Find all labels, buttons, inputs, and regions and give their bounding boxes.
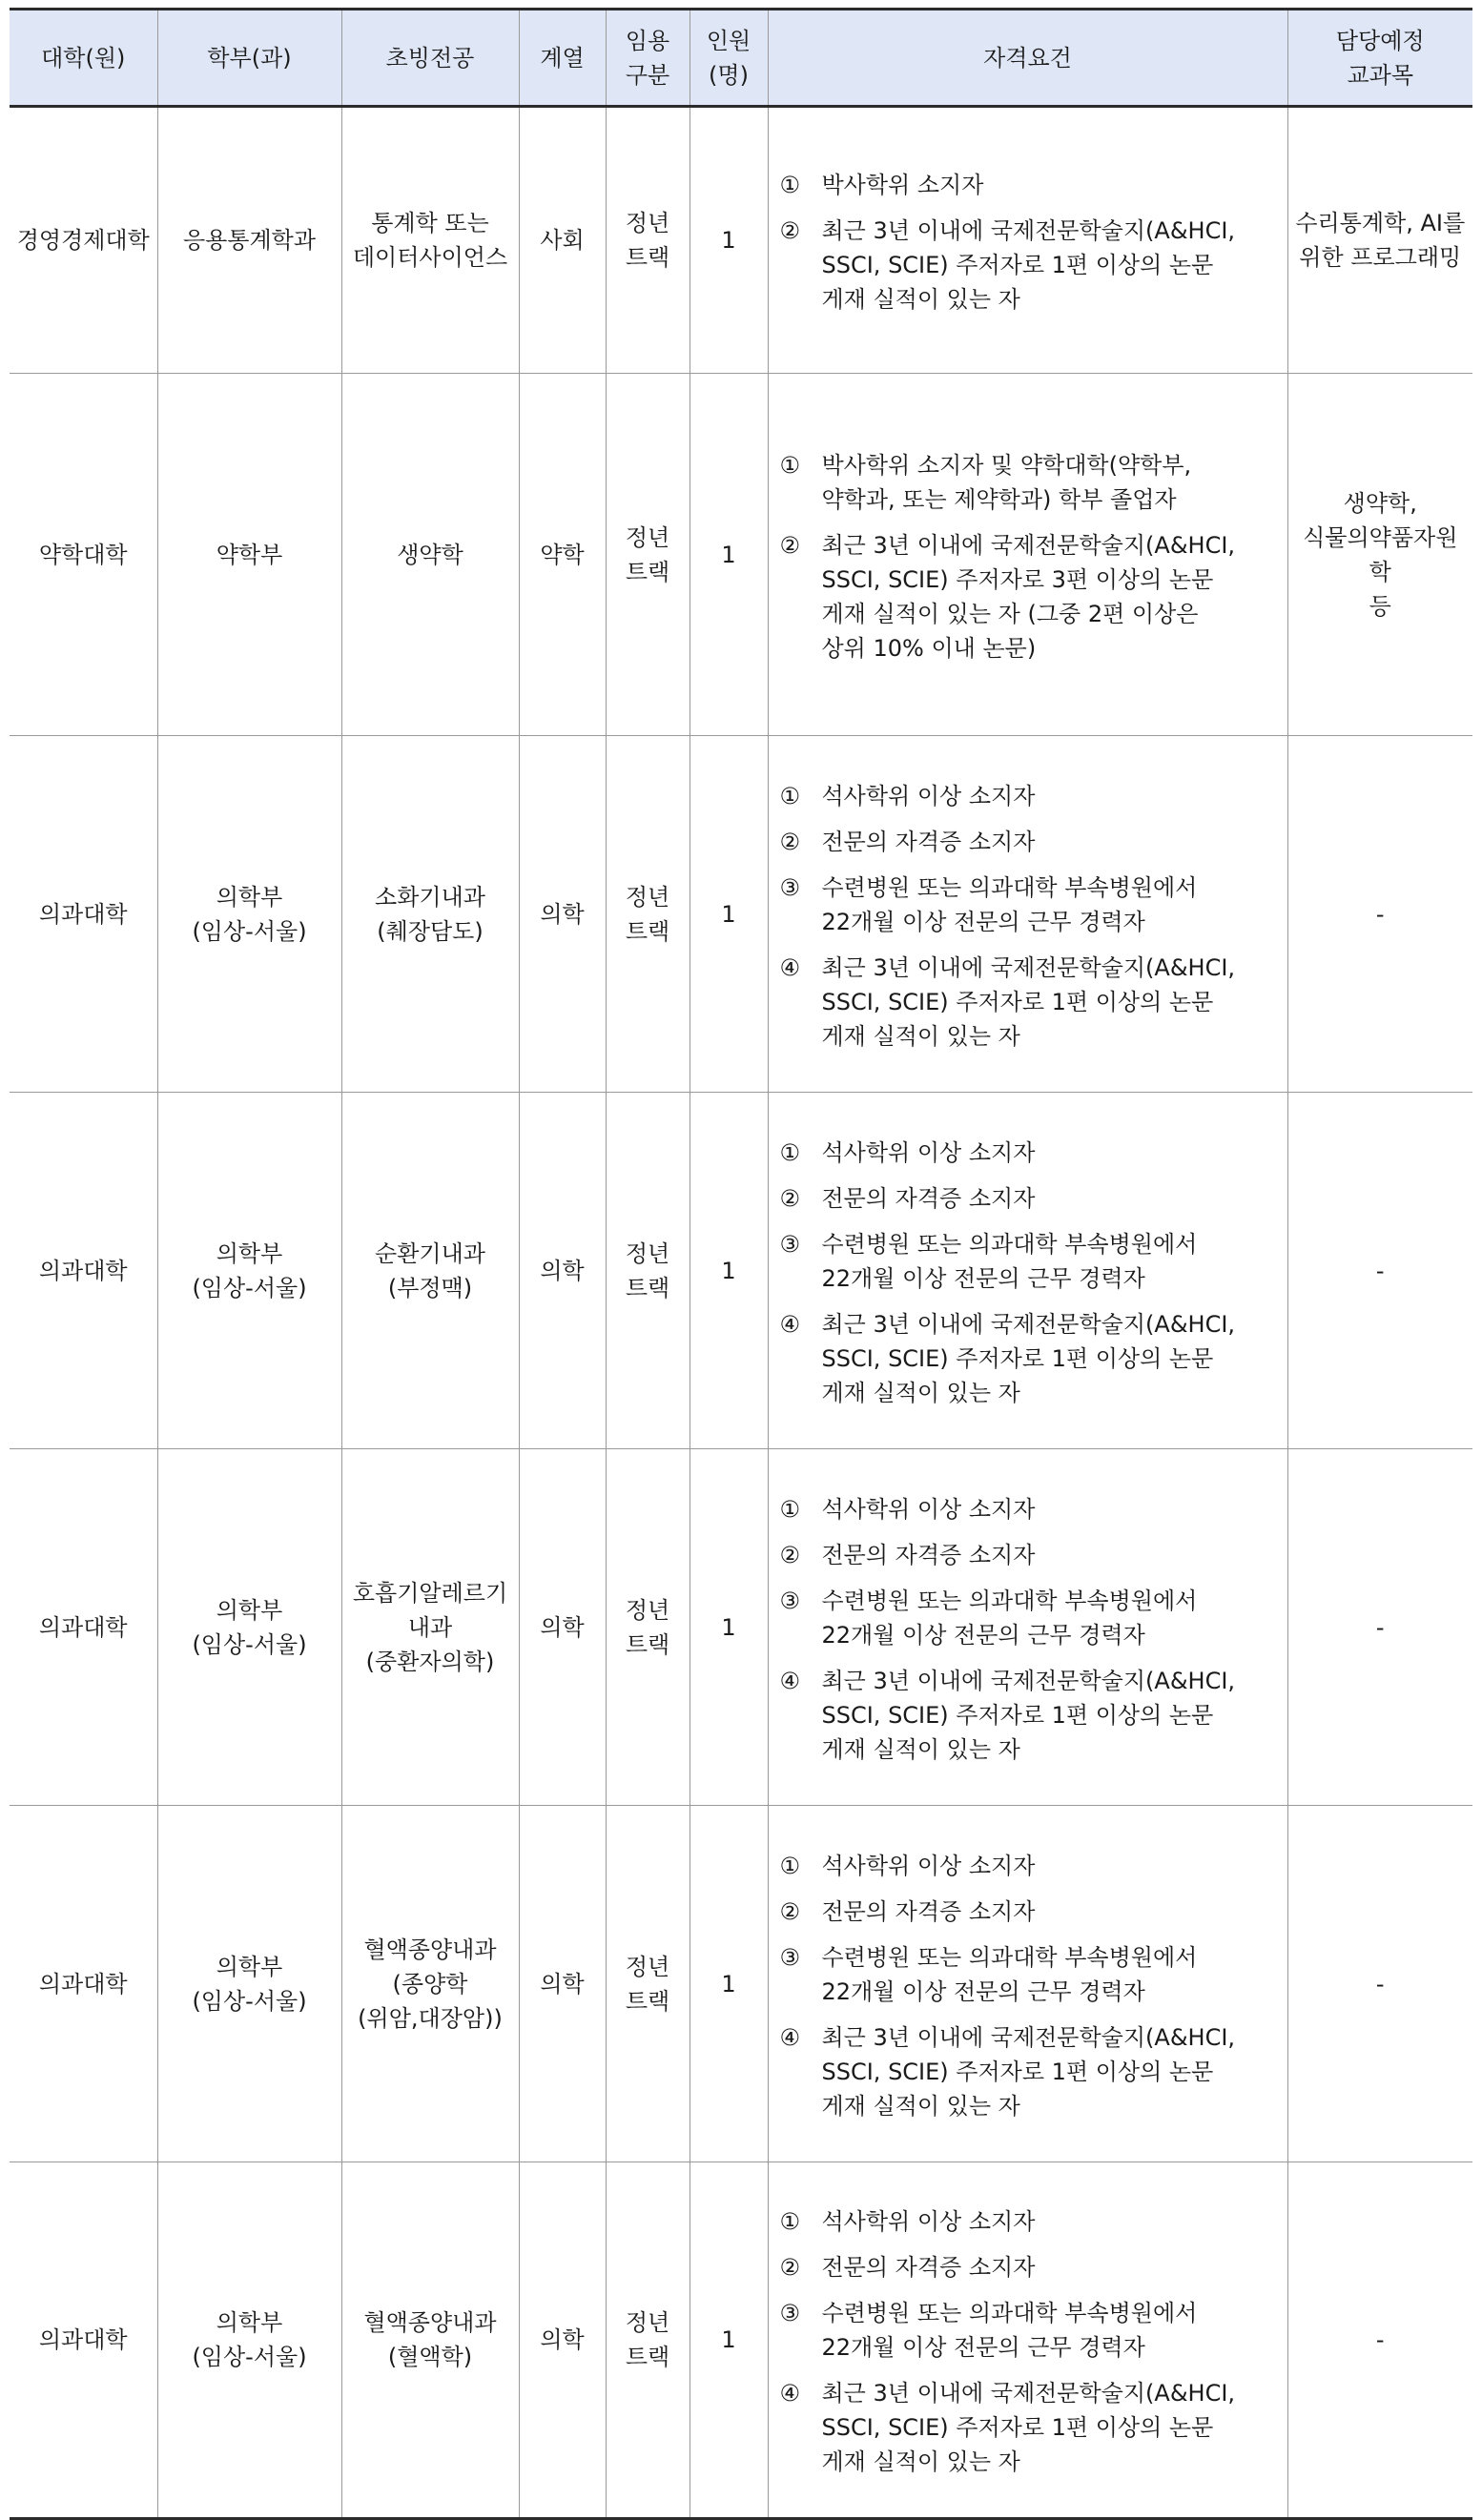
requirement-item <box>780 1849 1278 1883</box>
requirement-item <box>780 1181 1278 1216</box>
requirement-number: ② <box>779 1897 801 1925</box>
header-appointment-type: 임용 구분 <box>606 10 690 107</box>
requirement-text: 최근 3년 이내에 국제전문학술지(A&HCI, SSCI, SCIE) 주저자로 1편 이상의 논문 게재 실적이 있는 자 <box>821 1667 1236 1763</box>
requirement-item <box>780 1940 1278 2009</box>
requirement-item <box>780 1227 1278 1296</box>
requirements-cell <box>768 107 1287 374</box>
requirements-list <box>780 1849 1278 2123</box>
appointment-type-cell: 정년 트랙 <box>606 2162 690 2519</box>
header-department: 학부(과) <box>157 10 341 107</box>
appointment-type-cell: 정년 트랙 <box>606 1449 690 1806</box>
courses-cell: - <box>1287 736 1472 1093</box>
requirement-text: 최근 3년 이내에 국제전문학술지(A&HCI, SSCI, SCIE) 주저자로 1편 이상의 논문 게재 실적이 있는 자 <box>821 1310 1236 1406</box>
courses-cell: - <box>1287 1449 1472 1806</box>
college-cell: 의과대학 <box>10 1449 157 1806</box>
requirement-item <box>780 528 1278 666</box>
table-header <box>10 10 1472 107</box>
requirements-cell <box>768 1093 1287 1449</box>
requirement-text: 수련병원 또는 의과대학 부속병원에서 22개월 이상 전문의 근무 경력자 <box>821 1230 1198 1292</box>
header-college: 대학(원) <box>10 10 157 107</box>
requirement-item <box>780 2204 1278 2239</box>
requirement-item <box>780 2376 1278 2479</box>
appointment-type-cell: 정년 트랙 <box>606 1093 690 1449</box>
requirement-number: ② <box>779 531 801 559</box>
courses-cell: - <box>1287 2162 1472 2519</box>
header-field: 계열 <box>519 10 606 107</box>
requirement-number: ① <box>779 172 801 198</box>
table-row <box>10 736 1472 1093</box>
recruitment-table <box>10 8 1472 2520</box>
requirement-number: ④ <box>779 953 801 981</box>
major-cell: 혈액종양내과 (혈액학) <box>341 2162 519 2519</box>
header-row <box>10 10 1472 107</box>
department-cell: 의학부 (임상-서울) <box>157 736 341 1093</box>
requirement-item <box>780 1307 1278 1410</box>
table-row <box>10 1806 1472 2162</box>
department-cell: 의학부 (임상-서울) <box>157 1093 341 1449</box>
table-row <box>10 374 1472 736</box>
requirement-number: ③ <box>779 2300 801 2326</box>
requirement-number: ② <box>779 217 801 244</box>
appointment-type-cell: 정년 트랙 <box>606 107 690 374</box>
college-cell: 의과대학 <box>10 736 157 1093</box>
field-cell: 사회 <box>519 107 606 374</box>
requirement-number: ④ <box>779 1667 801 1694</box>
college-cell: 의과대학 <box>10 2162 157 2519</box>
requirement-item <box>780 1136 1278 1170</box>
requirement-number: ④ <box>779 1310 801 1338</box>
headcount-cell: 1 <box>690 1093 768 1449</box>
requirement-text: 전문의 자격증 소지자 <box>821 1897 1036 1925</box>
headcount-cell: 1 <box>690 1449 768 1806</box>
department-cell: 의학부 (임상-서울) <box>157 2162 341 2519</box>
major-cell: 혈액종양내과 (종양학 (위암,대장암)) <box>341 1806 519 2162</box>
field-cell: 의학 <box>519 736 606 1093</box>
requirements-list <box>780 2204 1278 2479</box>
major-cell: 생약학 <box>341 374 519 736</box>
requirement-number: ① <box>779 782 801 809</box>
requirement-text: 최근 3년 이내에 국제전문학술지(A&HCI, SSCI, SCIE) 주저자로 3편 이상의 논문 게재 실적이 있는 자 (그중 2편 이상은 상위 10% 이내 논문) <box>821 531 1236 662</box>
headcount-cell: 1 <box>690 1806 768 2162</box>
appointment-type-cell: 정년 트랙 <box>606 736 690 1093</box>
department-cell: 의학부 (임상-서울) <box>157 1806 341 2162</box>
requirement-text: 수련병원 또는 의과대학 부속병원에서 22개월 이상 전문의 근무 경력자 <box>821 1587 1198 1649</box>
field-cell: 약학 <box>519 374 606 736</box>
appointment-type-cell: 정년 트랙 <box>606 374 690 736</box>
department-cell: 의학부 (임상-서울) <box>157 1449 341 1806</box>
requirement-text: 전문의 자격증 소지자 <box>821 1541 1036 1568</box>
college-cell: 의과대학 <box>10 1806 157 2162</box>
requirements-cell <box>768 736 1287 1093</box>
requirement-number: ② <box>779 2254 801 2281</box>
requirement-item <box>780 448 1278 517</box>
requirement-text: 전문의 자격증 소지자 <box>821 2254 1036 2281</box>
requirements-list <box>780 1492 1278 1767</box>
requirement-text: 최근 3년 이내에 국제전문학술지(A&HCI, SSCI, SCIE) 주저자로 1편 이상의 논문 게재 실적이 있는 자 <box>821 2023 1236 2120</box>
requirement-item <box>780 2250 1278 2284</box>
requirement-text: 최근 3년 이내에 국제전문학술지(A&HCI, SSCI, SCIE) 주저자로 1편 이상의 논문 게재 실적이 있는 자 <box>821 217 1236 313</box>
requirements-list <box>780 779 1278 1054</box>
requirement-number: ③ <box>779 873 801 901</box>
courses-cell: 수리통계학, AI를 위한 프로그래밍 <box>1287 107 1472 374</box>
requirement-item <box>780 951 1278 1054</box>
requirement-item <box>780 214 1278 317</box>
field-cell: 의학 <box>519 1806 606 2162</box>
table-body <box>10 107 1472 2519</box>
requirements-cell <box>768 1806 1287 2162</box>
header-courses: 담당예정 교과목 <box>1287 10 1472 107</box>
major-cell: 소화기내과 (췌장담도) <box>341 736 519 1093</box>
requirement-item <box>780 779 1278 813</box>
requirement-number: ② <box>779 828 801 855</box>
requirement-number: ③ <box>779 1587 801 1614</box>
header-headcount: 인원 (명) <box>690 10 768 107</box>
requirement-item <box>780 1538 1278 1572</box>
courses-cell: - <box>1287 1806 1472 2162</box>
requirement-text: 최근 3년 이내에 국제전문학술지(A&HCI, SSCI, SCIE) 주저자로 1편 이상의 논문 게재 실적이 있는 자 <box>821 953 1236 1050</box>
table-row <box>10 1093 1472 1449</box>
requirement-item <box>780 825 1278 859</box>
headcount-cell: 1 <box>690 2162 768 2519</box>
requirement-item <box>780 1895 1278 1929</box>
headcount-cell: 1 <box>690 374 768 736</box>
requirement-text: 수련병원 또는 의과대학 부속병원에서 22개월 이상 전문의 근무 경력자 <box>821 873 1198 935</box>
requirements-cell <box>768 1449 1287 1806</box>
requirement-text: 석사학위 이상 소지자 <box>821 1495 1036 1523</box>
requirement-item <box>780 1664 1278 1767</box>
requirement-number: ④ <box>779 2023 801 2051</box>
table-row <box>10 107 1472 374</box>
college-cell: 의과대학 <box>10 1093 157 1449</box>
requirement-number: ② <box>779 1184 801 1212</box>
requirement-text: 박사학위 소지자 <box>821 172 984 198</box>
requirement-text: 수련병원 또는 의과대학 부속병원에서 22개월 이상 전문의 근무 경력자 <box>821 2300 1198 2361</box>
requirement-text: 전문의 자격증 소지자 <box>821 828 1036 855</box>
college-cell: 약학대학 <box>10 374 157 736</box>
requirement-number: ① <box>779 451 801 479</box>
major-cell: 호흡기알레르기 내과 (중환자의학) <box>341 1449 519 1806</box>
requirement-item <box>780 2296 1278 2365</box>
requirement-number: ③ <box>779 1230 801 1258</box>
requirement-number: ③ <box>779 1943 801 1971</box>
courses-cell: 생약학, 식물의약품자원학 등 <box>1287 374 1472 736</box>
requirement-item <box>780 168 1278 202</box>
field-cell: 의학 <box>519 1093 606 1449</box>
headcount-cell: 1 <box>690 107 768 374</box>
table-row <box>10 1449 1472 1806</box>
requirement-number: ① <box>779 1138 801 1166</box>
headcount-cell: 1 <box>690 736 768 1093</box>
requirement-text: 석사학위 이상 소지자 <box>821 1138 1036 1166</box>
appointment-type-cell: 정년 트랙 <box>606 1806 690 2162</box>
requirement-number: ① <box>779 1852 801 1879</box>
requirement-text: 수련병원 또는 의과대학 부속병원에서 22개월 이상 전문의 근무 경력자 <box>821 1943 1198 2005</box>
requirement-text: 최근 3년 이내에 국제전문학술지(A&HCI, SSCI, SCIE) 주저자로 1편 이상의 논문 게재 실적이 있는 자 <box>821 2380 1236 2475</box>
department-cell: 약학부 <box>157 374 341 736</box>
header-major: 초빙전공 <box>341 10 519 107</box>
requirement-number: ② <box>779 1541 801 1568</box>
requirement-text: 박사학위 소지자 및 약학대학(약학부, 약학과, 또는 제약학과) 학부 졸업자 <box>821 451 1192 513</box>
field-cell: 의학 <box>519 2162 606 2519</box>
department-cell: 응용통계학과 <box>157 107 341 374</box>
header-requirements: 자격요건 <box>768 10 1287 107</box>
requirements-list <box>780 448 1278 666</box>
requirement-item <box>780 2020 1278 2123</box>
requirements-cell <box>768 374 1287 736</box>
requirement-item <box>780 1492 1278 1526</box>
requirement-number: ④ <box>779 2380 801 2407</box>
major-cell: 순환기내과 (부정맥) <box>341 1093 519 1449</box>
requirements-list <box>780 1136 1278 1410</box>
requirements-list <box>780 168 1278 317</box>
requirement-text: 석사학위 이상 소지자 <box>821 2208 1036 2235</box>
field-cell: 의학 <box>519 1449 606 1806</box>
requirement-number: ① <box>779 2208 801 2235</box>
requirements-cell <box>768 2162 1287 2519</box>
requirement-text: 석사학위 이상 소지자 <box>821 1852 1036 1879</box>
requirement-number: ① <box>779 1495 801 1523</box>
table-row <box>10 2162 1472 2519</box>
courses-cell: - <box>1287 1093 1472 1449</box>
requirement-text: 전문의 자격증 소지자 <box>821 1184 1036 1212</box>
major-cell: 통계학 또는 데이터사이언스 <box>341 107 519 374</box>
requirement-item <box>780 871 1278 939</box>
requirement-text: 석사학위 이상 소지자 <box>821 782 1036 809</box>
college-cell: 경영경제대학 <box>10 107 157 374</box>
requirement-item <box>780 1584 1278 1652</box>
